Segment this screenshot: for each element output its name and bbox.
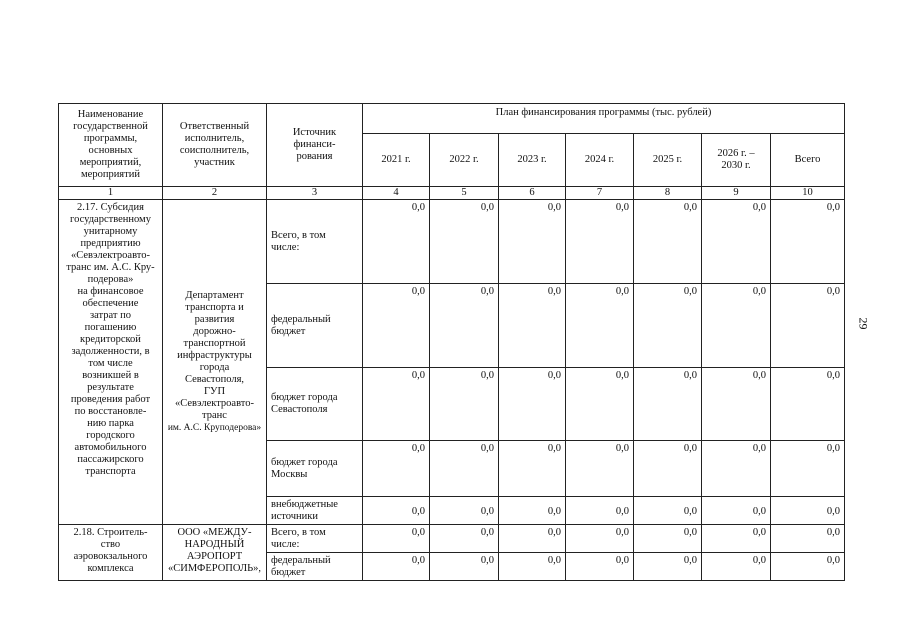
header-responsible: Ответственный исполнитель, соисполнитель, участник (163, 104, 267, 187)
header-year-2025: 2025 г. (634, 134, 702, 187)
value-cell: 0,0 (771, 200, 845, 284)
col-number: 7 (566, 187, 634, 200)
value-cell: 0,0 (566, 497, 634, 525)
value-cell: 0,0 (499, 525, 566, 553)
value-cell: 0,0 (363, 497, 430, 525)
value-cell: 0,0 (430, 525, 499, 553)
header-program-name: Наименование государственной программы, основных мероприятий, мероприятий (59, 104, 163, 187)
value-cell: 0,0 (566, 525, 634, 553)
value-cell: 0,0 (566, 368, 634, 441)
col-number: 10 (771, 187, 845, 200)
col-number: 1 (59, 187, 163, 200)
value-cell: 0,0 (499, 200, 566, 284)
value-cell: 0,0 (702, 200, 771, 284)
value-cell: 0,0 (363, 200, 430, 284)
col-number: 2 (163, 187, 267, 200)
header-year-2022: 2022 г. (430, 134, 499, 187)
header-total: Всего (771, 134, 845, 187)
source-moscow: бюджет города Москвы (267, 441, 363, 497)
col-number: 6 (499, 187, 566, 200)
value-cell: 0,0 (566, 553, 634, 581)
value-cell: 0,0 (634, 525, 702, 553)
value-cell: 0,0 (771, 284, 845, 368)
source-federal: федеральный бюджет (267, 553, 363, 581)
value-cell: 0,0 (430, 553, 499, 581)
value-cell: 0,0 (430, 368, 499, 441)
value-cell: 0,0 (702, 553, 771, 581)
value-cell: 0,0 (634, 497, 702, 525)
source-total: Всего, в том числе: (267, 525, 363, 553)
value-cell: 0,0 (634, 441, 702, 497)
source-extrabudgetary: внебюджетные источники (267, 497, 363, 525)
col-number: 8 (634, 187, 702, 200)
value-cell: 0,0 (634, 284, 702, 368)
activity-2-18: 2.18. Строитель- ство аэровокзального комплекса (59, 525, 163, 581)
value-cell: 0,0 (363, 553, 430, 581)
value-cell: 0,0 (566, 441, 634, 497)
page-number: 29 (856, 317, 871, 330)
header-year-2023: 2023 г. (499, 134, 566, 187)
source-federal: федеральный бюджет (267, 284, 363, 368)
value-cell: 0,0 (702, 284, 771, 368)
value-cell: 0,0 (430, 284, 499, 368)
value-cell: 0,0 (430, 200, 499, 284)
value-cell: 0,0 (499, 497, 566, 525)
value-cell: 0,0 (363, 441, 430, 497)
value-cell: 0,0 (363, 525, 430, 553)
col-number: 9 (702, 187, 771, 200)
value-cell: 0,0 (771, 441, 845, 497)
source-sevastopol: бюджет города Севастополя (267, 368, 363, 441)
value-cell: 0,0 (430, 497, 499, 525)
value-cell: 0,0 (771, 525, 845, 553)
col-number: 4 (363, 187, 430, 200)
value-cell: 0,0 (363, 368, 430, 441)
value-cell: 0,0 (566, 200, 634, 284)
value-cell: 0,0 (702, 497, 771, 525)
responsible-2-17: Департамент транспорта и развития дорожно- транспортной инфраструктуры города Севастополя, ГУП «Севэлектроавто- транс им. А.С. Круподерова» (163, 200, 267, 525)
header-year-2024: 2024 г. (566, 134, 634, 187)
value-cell: 0,0 (363, 284, 430, 368)
value-cell: 0,0 (634, 368, 702, 441)
header-year-2021: 2021 г. (363, 134, 430, 187)
value-cell: 0,0 (499, 284, 566, 368)
header-year-2026-2030: 2026 г. – 2030 г. (702, 134, 771, 187)
value-cell: 0,0 (566, 284, 634, 368)
value-cell: 0,0 (702, 441, 771, 497)
value-cell: 0,0 (430, 441, 499, 497)
value-cell: 0,0 (499, 441, 566, 497)
value-cell: 0,0 (771, 553, 845, 581)
value-cell: 0,0 (771, 368, 845, 441)
value-cell: 0,0 (634, 200, 702, 284)
activity-2-17: 2.17. Субсидия государственному унитарному предприятию «Севэлектроавто- транс им. А.С. Кру- подерова» на финансовое обеспечение затрат по погашению кредиторской задолженности, в том числе возникшей в результате проведения работ по восстановле- нию парка городского автомобильного пассажирского транспорта (59, 200, 163, 525)
value-cell: 0,0 (499, 553, 566, 581)
value-cell: 0,0 (702, 368, 771, 441)
header-plan-title: План финансирования программы (тыс. рублей) (363, 104, 845, 134)
source-total: Всего, в том числе: (267, 200, 363, 284)
col-number: 3 (267, 187, 363, 200)
value-cell: 0,0 (634, 553, 702, 581)
value-cell: 0,0 (771, 497, 845, 525)
col-number: 5 (430, 187, 499, 200)
responsible-2-18: ООО «МЕЖДУ- НАРОДНЫЙ АЭРОПОРТ «СИМФЕРОПОЛЬ», (163, 525, 267, 581)
value-cell: 0,0 (702, 525, 771, 553)
financing-table (58, 103, 845, 581)
value-cell: 0,0 (499, 368, 566, 441)
header-funding-source: Источник финанси- рования (267, 104, 363, 187)
